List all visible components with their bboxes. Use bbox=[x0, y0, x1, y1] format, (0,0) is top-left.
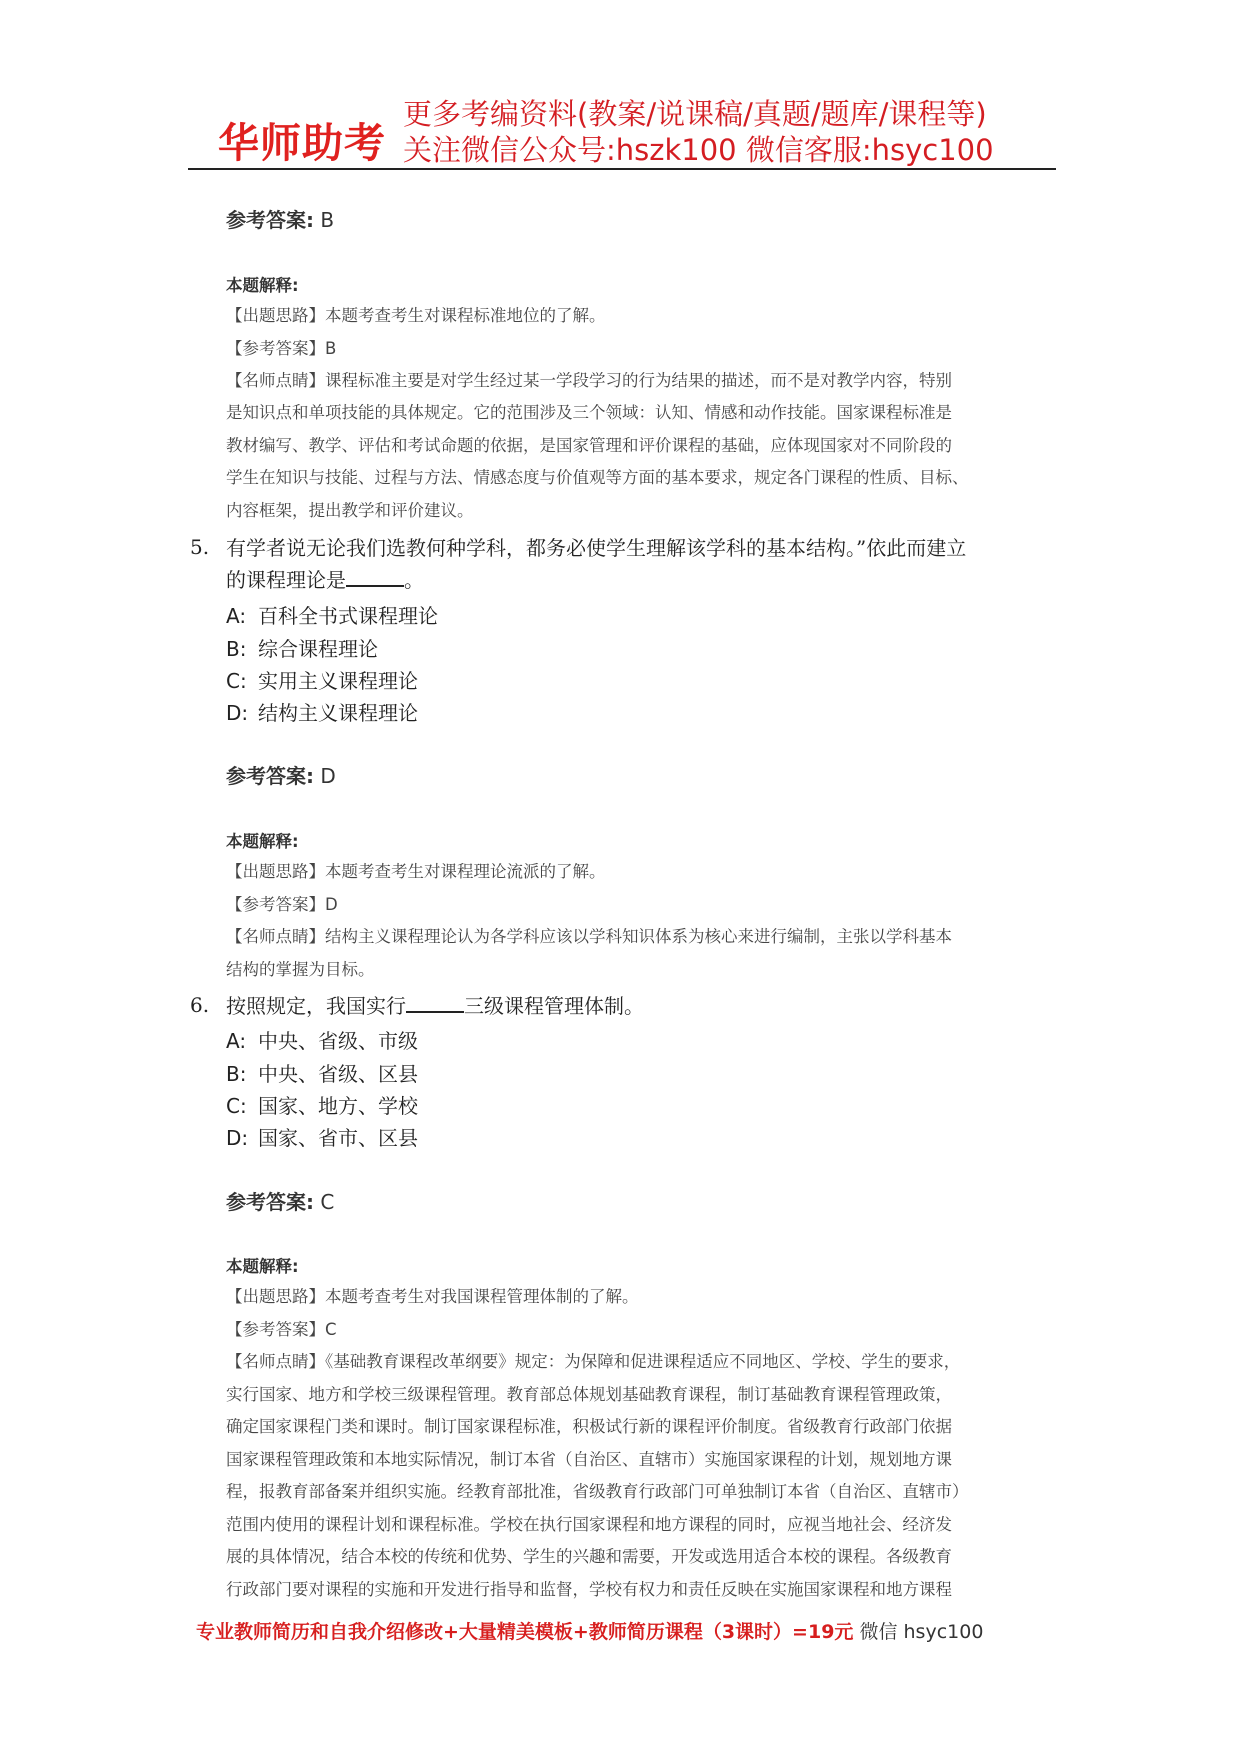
q6-explanation-line: 【出题思路】本题考查考生对我国课程管理体制的了解。 bbox=[226, 1287, 639, 1306]
header-promo-line-1: 更多考编资料(教案/说课稿/真题/题库/课程等) bbox=[403, 97, 987, 131]
q6-explanation-line: 【参考答案】C bbox=[226, 1320, 337, 1339]
q6-explanation-line: 确定国家课程门类和课时。制订国家课程标准，积极试行新的课程评价制度。省级教育行政部门依据 bbox=[226, 1417, 952, 1436]
q6-option bbox=[226, 1058, 418, 1087]
q5-option-key: D: bbox=[226, 701, 249, 725]
q5-explanation-line: 【名师点睛】结构主义课程理论认为各学科应该以学科知识体系为核心来进行编制，主张以学科基本 bbox=[226, 927, 952, 946]
q4-answer-value: B bbox=[320, 208, 335, 232]
q5-option-text: 百科全书式课程理论 bbox=[258, 604, 438, 628]
q6-option-key: C: bbox=[226, 1094, 247, 1118]
q5-option-text: 实用主义课程理论 bbox=[258, 669, 418, 693]
brand-logo-text: 华师助考 bbox=[218, 119, 386, 167]
q5-option-key: C: bbox=[226, 669, 247, 693]
q6-explanation-line: 展的具体情况，结合本校的传统和优势、学生的兴趣和需要，开发或选用适合本校的课程。各级教育 bbox=[226, 1547, 952, 1566]
q5-stem-end: 。 bbox=[404, 568, 424, 592]
q5-explanation-line: 结构的掌握为目标。 bbox=[226, 960, 375, 979]
q5-option-text: 结构主义课程理论 bbox=[258, 701, 418, 725]
q6-number: 6. bbox=[190, 993, 210, 1017]
q4-explanation-line: 【参考答案】B bbox=[226, 339, 337, 358]
q6-explanation-line: 【名师点睛】《基础教育课程改革纲要》规定：为保障和促进课程适应不同地区、学校、学生的要求， bbox=[226, 1352, 961, 1371]
q6-answer-value: C bbox=[320, 1190, 335, 1214]
q4-explanation-title: 本题解释: bbox=[226, 276, 299, 295]
q5-option bbox=[226, 697, 418, 726]
q6-option bbox=[226, 1090, 418, 1119]
q5-answer bbox=[226, 760, 336, 789]
q6-option-text: 国家、省市、区县 bbox=[258, 1126, 418, 1150]
q4-answer-label: 参考答案: bbox=[226, 208, 314, 232]
q5-option bbox=[226, 633, 378, 662]
q5-explanation-line: 【参考答案】D bbox=[226, 895, 338, 914]
q6-explanation-line: 程，报教育部备案并组织实施。经教育部批准，省级教育行政部门可单独制订本省（自治区、直辖市） bbox=[226, 1482, 969, 1501]
q5-answer-blank bbox=[346, 567, 404, 587]
q4-explanation-line: 教材编写、教学、评估和考试命题的依据，是国家管理和评价课程的基础，应体现国家对不同阶段的 bbox=[226, 436, 952, 455]
q5-stem-line-1: 有学者说无论我们选教何种学科，都务必使学生理解该学科的基本结构。”依此而建立 bbox=[226, 536, 967, 560]
header-promo-line-2: 关注微信公众号:hszk100 微信客服:hsyc100 bbox=[403, 133, 994, 167]
q6-stem bbox=[226, 990, 1058, 1022]
q6-explanation-title: 本题解释: bbox=[226, 1257, 299, 1276]
q5-answer-value: D bbox=[320, 764, 336, 788]
q6-option-key: D: bbox=[226, 1126, 249, 1150]
footer-promo bbox=[196, 1617, 983, 1644]
q5-option-key: B: bbox=[226, 637, 247, 661]
q6-option bbox=[226, 1122, 418, 1151]
footer-contact: 微信 hsyc100 bbox=[853, 1621, 984, 1643]
q5-explanation-title: 本题解释: bbox=[226, 832, 299, 851]
q6-explanation-line: 行政部门要对课程的实施和开发进行指导和监督，学校有权力和责任反映在实施国家课程和地方课程 bbox=[226, 1580, 952, 1599]
q4-explanation-line: 内容框架，提出教学和评价建议。 bbox=[226, 501, 474, 520]
q6-answer-blank bbox=[406, 993, 464, 1013]
q6-option-key: A: bbox=[226, 1029, 247, 1053]
q6-option-text: 中央、省级、市级 bbox=[258, 1029, 418, 1053]
q4-explanation-line: 学生在知识与技能、过程与方法、情感态度与价值观等方面的基本要求，规定各门课程的性质、目标、 bbox=[226, 468, 969, 487]
q6-option-text: 国家、地方、学校 bbox=[258, 1094, 418, 1118]
q5-explanation-line: 【出题思路】本题考查考生对课程理论流派的了解。 bbox=[226, 862, 606, 881]
q5-answer-label: 参考答案: bbox=[226, 764, 314, 788]
q5-option bbox=[226, 665, 418, 694]
q6-option-key: B: bbox=[226, 1062, 247, 1086]
q4-explanation-line: 是知识点和单项技能的具体规定。它的范围涉及三个领域：认知、情感和动作技能。国家课程标准是 bbox=[226, 403, 952, 422]
q6-stem-end: 三级课程管理体制。 bbox=[464, 994, 644, 1018]
q5-number: 5. bbox=[190, 535, 210, 559]
q6-option bbox=[226, 1025, 418, 1054]
q5-stem-text: 的课程理论是 bbox=[226, 568, 346, 592]
q6-answer-label: 参考答案: bbox=[226, 1190, 314, 1214]
q6-stem-text: 按照规定，我国实行 bbox=[226, 994, 406, 1018]
q5-option-text: 综合课程理论 bbox=[258, 637, 378, 661]
q6-explanation-line: 实行国家、地方和学校三级课程管理。教育部总体规划基础教育课程，制订基础教育课程管理政策， bbox=[226, 1385, 952, 1404]
header-banner bbox=[190, 88, 1040, 167]
q6-explanation-line: 国家课程管理政策和本地实际情况，制订本省（自治区、直辖市）实施国家课程的计划，规划地方课 bbox=[226, 1450, 952, 1469]
q4-explanation-line: 【出题思路】本题考查考生对课程标准地位的了解。 bbox=[226, 306, 606, 325]
q6-answer bbox=[226, 1186, 334, 1215]
q6-explanation-line: 范围内使用的课程计划和课程标准。学校在执行国家课程和地方课程的同时，应视当地社会、经济发 bbox=[226, 1515, 952, 1534]
q4-explanation-line: 【名师点睛】课程标准主要是对学生经过某一学段学习的行为结果的描述，而不是对教学内容，特别 bbox=[226, 371, 952, 390]
q5-option bbox=[226, 600, 438, 629]
q5-stem-line-2 bbox=[226, 564, 1058, 596]
q5-option-key: A: bbox=[226, 604, 247, 628]
footer-promo-text: 专业教师简历和自我介绍修改+大量精美模板+教师简历课程（3课时）=19元 bbox=[196, 1621, 854, 1643]
header-divider bbox=[188, 168, 1056, 170]
q5-stem bbox=[226, 532, 1058, 596]
q6-option-text: 中央、省级、区县 bbox=[258, 1062, 418, 1086]
q4-answer bbox=[226, 204, 334, 233]
